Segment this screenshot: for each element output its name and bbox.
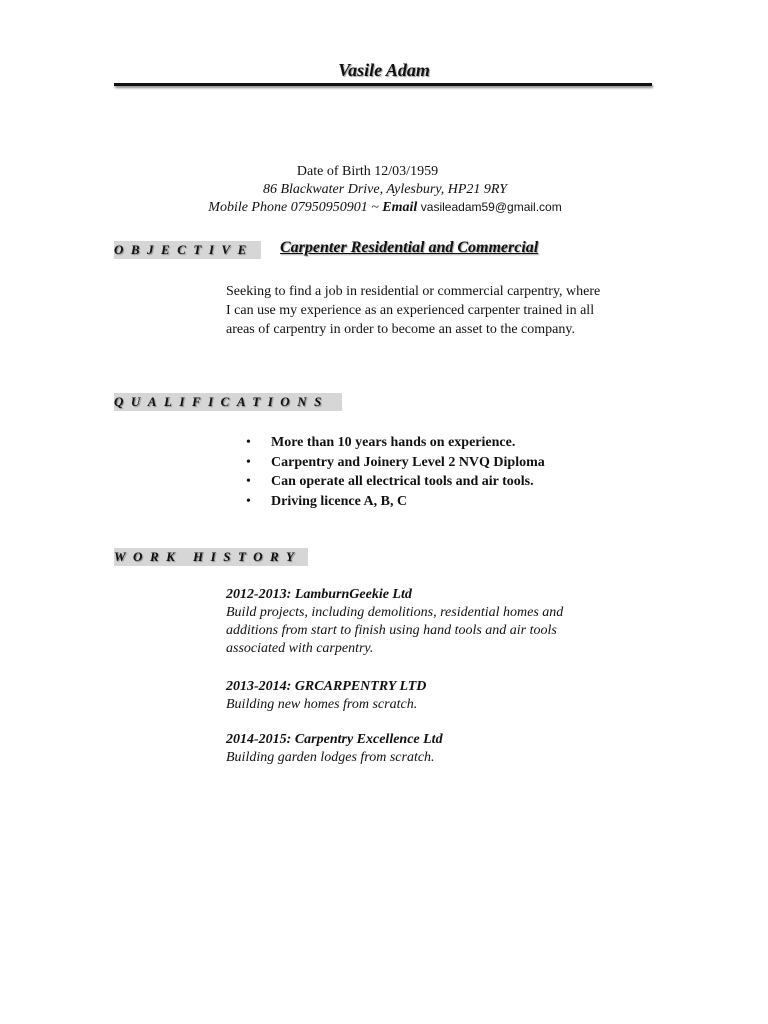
header-divider	[114, 83, 652, 86]
bullet-icon: •	[246, 474, 251, 489]
bullet-icon: •	[246, 493, 251, 509]
job-description: Building new homes from scratch.	[226, 697, 418, 712]
job-entry	[226, 586, 586, 658]
qualification-text: Can operate all electrical tools and air tools.	[271, 474, 534, 489]
list-item	[246, 453, 545, 473]
objective-heading: OBJECTIVE	[114, 241, 261, 259]
job-title: 2014-2015: Carpentry Excellence Ltd	[226, 732, 443, 747]
email-label: Email	[382, 200, 418, 215]
qualification-text: More than 10 years hands on experience.	[271, 435, 516, 450]
job-description: Building garden lodges from scratch.	[226, 750, 435, 765]
qualifications-heading: QUALIFICATIONS	[114, 393, 342, 411]
qualification-text: Driving licence A, B, C	[271, 493, 408, 509]
list-item	[246, 472, 545, 492]
job-description: Build projects, including demolitions, residential homes and additions from start to finish using hand tools and air tools associated with carpentry.	[226, 605, 564, 656]
date-of-birth: Date of Birth 12/03/1959	[296, 164, 439, 179]
bullet-icon: •	[246, 454, 251, 470]
qualifications-list	[246, 433, 545, 511]
list-item	[246, 492, 545, 512]
email-value: vasileadam59@gmail.com	[420, 200, 562, 214]
job-entry	[226, 678, 586, 714]
objective-text: Seeking to find a job in residential or commercial carpentry, where I can use my experience as an experienced carpenter trained in all areas of carpentry in order to become an asset to the company.	[226, 284, 601, 337]
job-title: 2012-2013: LamburnGeekie Ltd	[226, 587, 412, 602]
work-history-heading: WORK HISTORY	[114, 548, 308, 566]
job-entry	[226, 731, 586, 767]
candidate-name: Vasile Adam	[338, 60, 430, 80]
qualification-text: Carpentry and Joinery Level 2 NVQ Diploma	[271, 454, 545, 470]
address: 86 Blackwater Drive, Aylesbury, HP21 9RY	[262, 182, 508, 197]
phone-text: Mobile Phone 07950950901 ~	[208, 200, 383, 215]
bullet-icon: •	[246, 435, 251, 450]
job-title: 2013-2014: GRCARPENTRY LTD	[226, 679, 427, 694]
list-item	[246, 433, 545, 453]
objective-title: Carpenter Residential and Commercial	[280, 239, 539, 256]
phone-email-line	[0, 200, 768, 216]
